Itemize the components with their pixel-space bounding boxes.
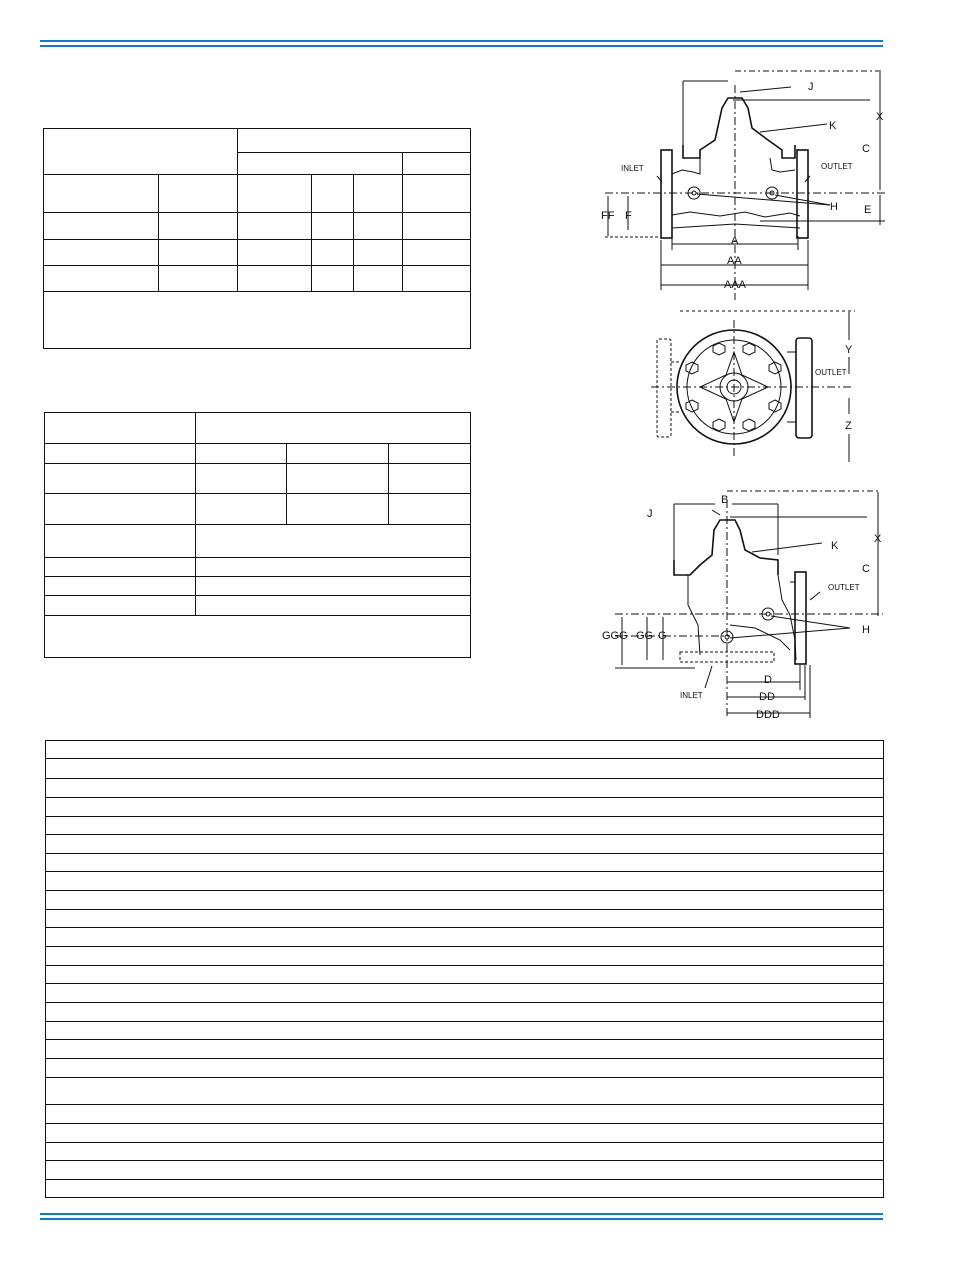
- angle-view-drawing: [595, 485, 895, 725]
- table-row: [46, 927, 883, 928]
- table1-cell: [44, 266, 159, 292]
- table1-cell: [159, 175, 238, 213]
- label-b: B: [721, 494, 729, 506]
- label-j-bottom: J: [647, 508, 653, 520]
- dimension-table-1: [43, 128, 471, 349]
- table-row: [46, 1058, 883, 1059]
- table2-cell: [45, 464, 196, 494]
- table1-cell: [403, 175, 471, 213]
- label-d: D: [764, 674, 772, 686]
- table-row: [46, 983, 883, 984]
- label-outlet: OUTLET: [821, 162, 853, 171]
- table2-footnote-cell: [45, 616, 471, 658]
- table-row: [46, 797, 883, 798]
- table1-cell: [44, 213, 159, 240]
- table1-cell: [312, 213, 354, 240]
- label-x-bottom: X: [874, 533, 882, 545]
- table1-header-cell: [238, 153, 403, 175]
- table2-cell: [196, 464, 287, 494]
- table2-cell: [287, 444, 389, 464]
- table1-header-cell: [403, 153, 471, 175]
- table1-cell: [312, 240, 354, 266]
- specifications-table: [45, 740, 884, 1198]
- label-a: A: [731, 235, 739, 247]
- table2-cell: [196, 525, 471, 558]
- table1-cell: [312, 266, 354, 292]
- header-rule-top: [40, 40, 883, 42]
- table-row: [46, 1039, 883, 1040]
- dimension-table-2: [44, 412, 471, 658]
- table2-cell: [45, 494, 196, 525]
- table-row: [46, 1104, 883, 1105]
- table2-cell: [45, 577, 196, 596]
- table1-cell: [44, 240, 159, 266]
- label-x: X: [876, 111, 884, 123]
- table-row: [46, 778, 883, 779]
- table-row: [46, 1002, 883, 1003]
- label-z: Z: [845, 420, 852, 432]
- table-row: [46, 1123, 883, 1124]
- table2-header-cell: [45, 413, 196, 444]
- footer-rule-top: [40, 1213, 883, 1215]
- label-k-bottom: K: [831, 540, 839, 552]
- label-c: C: [862, 143, 870, 155]
- table1-cell: [403, 266, 471, 292]
- label-dd: DD: [759, 691, 775, 703]
- table-row: [46, 965, 883, 966]
- label-outlet-end: OUTLET: [815, 368, 847, 377]
- table2-cell: [45, 444, 196, 464]
- table2-cell: [196, 577, 471, 596]
- label-y: Y: [845, 344, 853, 356]
- label-k: K: [829, 120, 837, 132]
- table1-cell: [44, 175, 159, 213]
- label-aaa: AAA: [724, 279, 747, 291]
- table1-cell: [354, 240, 403, 266]
- front-view-drawing: [595, 60, 895, 300]
- label-j: J: [808, 81, 814, 93]
- header-rule-bottom: [40, 45, 883, 47]
- table2-cell: [45, 525, 196, 558]
- label-ddd: DDD: [756, 709, 780, 721]
- label-outlet-bottom: OUTLET: [828, 583, 860, 592]
- table2-cell: [196, 558, 471, 577]
- table1-cell: [159, 266, 238, 292]
- label-h: H: [830, 201, 838, 213]
- table1-cell: [159, 213, 238, 240]
- table-row: [46, 758, 883, 759]
- table-row: [46, 1160, 883, 1161]
- label-e: E: [864, 204, 872, 216]
- table2-header-cell: [196, 413, 471, 444]
- table1-cell: [238, 213, 312, 240]
- table-row: [46, 946, 883, 947]
- table1-header-cell: [238, 129, 471, 153]
- label-h-bottom: H: [862, 624, 870, 636]
- label-gg: GG: [636, 630, 654, 642]
- label-inlet: INLET: [621, 164, 644, 173]
- table2-cell: [287, 494, 389, 525]
- table1-cell: [238, 175, 312, 213]
- table2-cell: [196, 494, 287, 525]
- table-row: [46, 1179, 883, 1180]
- label-f: F: [625, 210, 632, 222]
- table-row: [46, 1142, 883, 1143]
- table2-cell: [389, 464, 471, 494]
- table-row: [46, 1077, 883, 1078]
- table1-cell: [354, 175, 403, 213]
- label-g: G: [658, 630, 667, 642]
- table-row: [46, 853, 883, 854]
- table2-cell: [196, 444, 287, 464]
- table1-cell: [238, 240, 312, 266]
- table1-footnote-cell: [44, 292, 471, 349]
- label-c-bottom: C: [862, 563, 870, 575]
- table1-cell: [238, 266, 312, 292]
- table1-cell: [354, 213, 403, 240]
- table-row: [46, 1021, 883, 1022]
- footer-rule-bottom: [40, 1218, 883, 1220]
- table2-cell: [389, 444, 471, 464]
- table-row: [46, 909, 883, 910]
- table2-cell: [45, 558, 196, 577]
- table1-cell: [403, 213, 471, 240]
- table1-cell: [159, 240, 238, 266]
- end-view-drawing: [640, 305, 860, 470]
- table-row: [46, 871, 883, 872]
- label-aa: AA: [727, 255, 742, 267]
- label-ff: FF: [601, 210, 615, 222]
- table1-cell: [403, 240, 471, 266]
- table-row: [46, 834, 883, 835]
- label-ggg: GGG: [602, 630, 628, 642]
- table2-cell: [196, 596, 471, 616]
- table2-cell: [287, 464, 389, 494]
- label-inlet-bottom: INLET: [680, 691, 703, 700]
- table2-cell: [389, 494, 471, 525]
- table-row: [46, 890, 883, 891]
- table1-cell: [312, 175, 354, 213]
- table1-header-cell: [44, 129, 238, 175]
- table2-cell: [45, 596, 196, 616]
- table-row: [46, 816, 883, 817]
- table1-cell: [354, 266, 403, 292]
